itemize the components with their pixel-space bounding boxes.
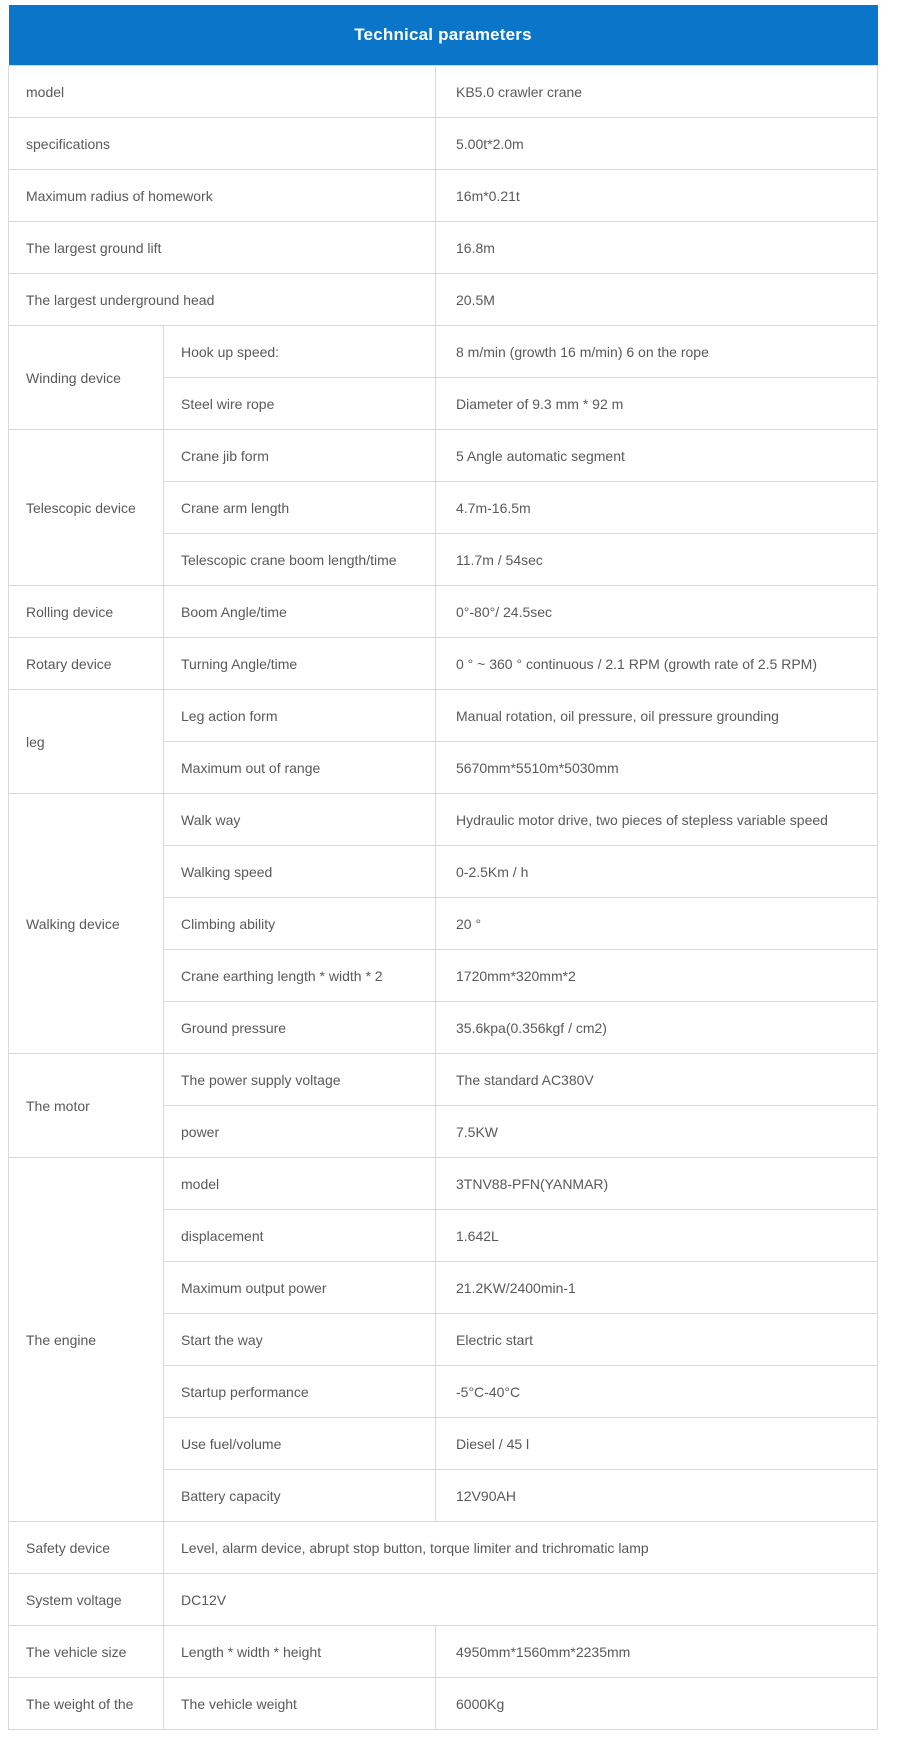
param-label-cell: Crane earthing length * width * 2 (164, 950, 436, 1002)
param-label-cell: Hook up speed: (164, 326, 436, 378)
category-cell: The weight of the (9, 1678, 164, 1730)
technical-parameters-panel (8, 5, 878, 1730)
param-value-cell: 7.5KW (436, 1106, 878, 1158)
param-value-cell: 0-2.5Km / h (436, 846, 878, 898)
param-label-cell: Safety device (9, 1522, 164, 1574)
param-value-cell: Diesel / 45 l (436, 1418, 878, 1470)
param-value-cell: Electric start (436, 1314, 878, 1366)
param-value-cell: Diameter of 9.3 mm * 92 m (436, 378, 878, 430)
category-cell: Rolling device (9, 586, 164, 638)
param-label-cell: Start the way (164, 1314, 436, 1366)
table-row (9, 1574, 878, 1626)
param-label-cell: Use fuel/volume (164, 1418, 436, 1470)
param-value-cell: Level, alarm device, abrupt stop button, torque limiter and trichromatic lamp (164, 1522, 878, 1574)
technical-parameters-table (8, 5, 878, 1730)
param-value-cell: 8 m/min (growth 16 m/min) 6 on the rope (436, 326, 878, 378)
table-row (9, 274, 878, 326)
category-cell: The vehicle size (9, 1626, 164, 1678)
table-title: Technical parameters (9, 5, 878, 66)
category-cell: Rotary device (9, 638, 164, 690)
param-label-cell: power (164, 1106, 436, 1158)
param-value-cell: Manual rotation, oil pressure, oil pressure grounding (436, 690, 878, 742)
param-label-cell: Maximum out of range (164, 742, 436, 794)
param-label-cell: Length * width * height (164, 1626, 436, 1678)
param-value-cell: -5°C-40°C (436, 1366, 878, 1418)
table-row (9, 1158, 878, 1210)
param-label-cell: model (9, 66, 436, 118)
param-label-cell: Boom Angle/time (164, 586, 436, 638)
param-value-cell: 21.2KW/2400min-1 (436, 1262, 878, 1314)
table-row (9, 638, 878, 690)
table-header-row (9, 5, 878, 66)
param-label-cell: model (164, 1158, 436, 1210)
table-row (9, 170, 878, 222)
table-row (9, 1522, 878, 1574)
table-row (9, 66, 878, 118)
param-value-cell: 4950mm*1560mm*2235mm (436, 1626, 878, 1678)
param-value-cell: KB5.0 crawler crane (436, 66, 878, 118)
param-value-cell: 6000Kg (436, 1678, 878, 1730)
table-row (9, 1054, 878, 1106)
param-value-cell: 0 ° ~ 360 ° continuous / 2.1 RPM (growth rate of 2.5 RPM) (436, 638, 878, 690)
param-label-cell: specifications (9, 118, 436, 170)
param-label-cell: Maximum radius of homework (9, 170, 436, 222)
param-label-cell: Walk way (164, 794, 436, 846)
param-value-cell: 11.7m / 54sec (436, 534, 878, 586)
param-value-cell: 0°-80°/ 24.5sec (436, 586, 878, 638)
param-label-cell: Battery capacity (164, 1470, 436, 1522)
param-label-cell: System voltage (9, 1574, 164, 1626)
table-row (9, 222, 878, 274)
param-label-cell: Steel wire rope (164, 378, 436, 430)
param-value-cell: 35.6kpa(0.356kgf / cm2) (436, 1002, 878, 1054)
param-label-cell: Crane jib form (164, 430, 436, 482)
category-cell: Winding device (9, 326, 164, 430)
category-cell: Walking device (9, 794, 164, 1054)
param-label-cell: Telescopic crane boom length/time (164, 534, 436, 586)
table-row (9, 326, 878, 378)
category-cell: The engine (9, 1158, 164, 1522)
param-value-cell: 4.7m-16.5m (436, 482, 878, 534)
param-value-cell: 3TNV88-PFN(YANMAR) (436, 1158, 878, 1210)
param-value-cell: 16m*0.21t (436, 170, 878, 222)
param-value-cell: Hydraulic motor drive, two pieces of stepless variable speed (436, 794, 878, 846)
param-value-cell: 20.5M (436, 274, 878, 326)
param-label-cell: Maximum output power (164, 1262, 436, 1314)
param-value-cell: 5.00t*2.0m (436, 118, 878, 170)
table-row (9, 430, 878, 482)
param-label-cell: The power supply voltage (164, 1054, 436, 1106)
param-label-cell: The vehicle weight (164, 1678, 436, 1730)
param-label-cell: Ground pressure (164, 1002, 436, 1054)
param-label-cell: Startup performance (164, 1366, 436, 1418)
param-value-cell: 20 ° (436, 898, 878, 950)
param-value-cell: 12V90AH (436, 1470, 878, 1522)
param-label-cell: Leg action form (164, 690, 436, 742)
table-row (9, 586, 878, 638)
category-cell: The motor (9, 1054, 164, 1158)
param-label-cell: Crane arm length (164, 482, 436, 534)
param-value-cell: The standard AC380V (436, 1054, 878, 1106)
table-row (9, 1626, 878, 1678)
param-value-cell: DC12V (164, 1574, 878, 1626)
param-label-cell: The largest underground head (9, 274, 436, 326)
table-row (9, 690, 878, 742)
category-cell: Telescopic device (9, 430, 164, 586)
table-row (9, 118, 878, 170)
param-label-cell: Climbing ability (164, 898, 436, 950)
table-row (9, 1678, 878, 1730)
table-row (9, 794, 878, 846)
param-label-cell: Walking speed (164, 846, 436, 898)
param-value-cell: 5 Angle automatic segment (436, 430, 878, 482)
param-value-cell: 16.8m (436, 222, 878, 274)
param-label-cell: Turning Angle/time (164, 638, 436, 690)
param-value-cell: 1720mm*320mm*2 (436, 950, 878, 1002)
category-cell: leg (9, 690, 164, 794)
param-value-cell: 1.642L (436, 1210, 878, 1262)
param-value-cell: 5670mm*5510m*5030mm (436, 742, 878, 794)
param-label-cell: displacement (164, 1210, 436, 1262)
param-label-cell: The largest ground lift (9, 222, 436, 274)
